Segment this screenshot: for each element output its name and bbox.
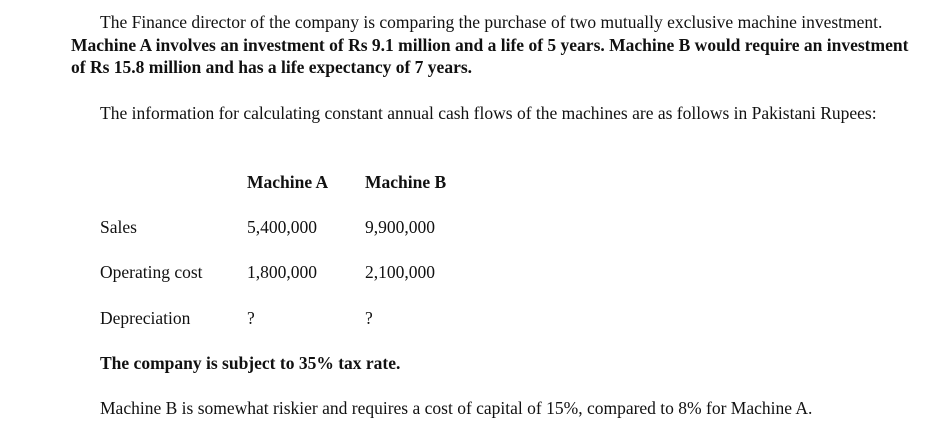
intro-bold-text: Machine A involves an investment of Rs 9.1 million and a life of 5 years. Machine B would require an investment of Rs 15.8 million and has a life expectancy of 7 years. — [71, 34, 909, 77]
machine-b-value: 2,100,000 — [365, 262, 435, 282]
machine-a-value: ? — [247, 308, 255, 328]
table-header-row — [0, 170, 945, 194]
info-text: The information for calculating constant annual cash flows of the machines are as follows in Pakistani Rupees: — [100, 103, 877, 123]
table-row — [0, 215, 945, 239]
intro-paragraph — [71, 11, 911, 79]
header-machine-a: Machine A — [247, 172, 329, 192]
machine-a-value: 5,400,000 — [247, 217, 317, 237]
header-machine-b: Machine B — [365, 172, 447, 192]
risk-note: Machine B is somewhat riskier and requires a cost of capital of 15%, compared to 8% for Machine A. — [100, 398, 813, 418]
row-label: Sales — [100, 217, 137, 237]
row-label: Operating cost — [100, 262, 203, 282]
intro-text: The Finance director of the company is comparing the purchase of two mutually exclusive machine investment. — [100, 12, 883, 32]
machine-b-value: ? — [365, 308, 373, 328]
row-label: Depreciation — [100, 308, 191, 328]
machine-b-value: 9,900,000 — [365, 217, 435, 237]
tax-rate-note: The company is subject to 35% tax rate. — [100, 353, 401, 373]
info-paragraph — [71, 102, 911, 125]
table-row — [0, 260, 945, 284]
machine-a-value: 1,800,000 — [247, 262, 317, 282]
table-row — [0, 306, 945, 330]
